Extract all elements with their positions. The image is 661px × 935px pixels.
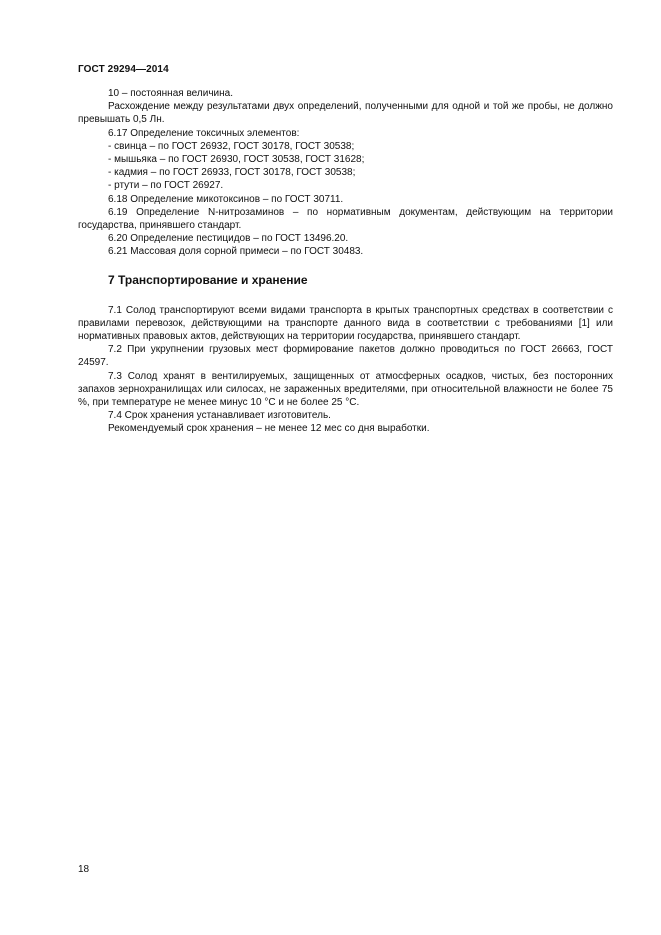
paragraph: 10 – постоянная величина. [108,88,233,99]
document-header: ГОСТ 29294—2014 [78,64,169,75]
list-item: - ртути – по ГОСТ 26927. [108,180,224,192]
list-item: - мышьяка – по ГОСТ 26930, ГОСТ 30538, ГОСТ 31628; [108,154,365,166]
section-heading: 7 Транспортирование и хранение [108,272,308,287]
paragraph: 6.19 Определение N-нитрозаминов – по нормативным документам, действующим на территории государства, принявшего стандарт. [78,206,613,232]
paragraph: 7.3 Солод хранят в вентилируемых, защищенных от атмосферных осадков, чистых, без посторонних запахов зернохранилищах или силосах, не зараженных вредителями, при относительной влажности не более 75 %, при температуре не менее минус 10 °C и не более 25 °C. [78,370,613,409]
paragraph: Расхождение между результатами двух определений, полученными для одной и той же пробы, не должно превышать 0,5 Лн. [78,101,613,126]
paragraph: 6.17 Определение токсичных элементов: [108,127,300,139]
paragraph: 7.4 Срок хранения устанавливает изготовитель. [108,410,331,422]
paragraph: 7.2 При укрупнении грузовых мест формирование пакетов должно проводиться по ГОСТ 26663, ГОСТ 24597. [78,344,613,369]
document-body [78,87,613,436]
page-number: 18 [78,864,90,875]
paragraph: 6.20 Определение пестицидов – по ГОСТ 13496.20. [108,233,349,245]
list-item: - кадмия – по ГОСТ 26933, ГОСТ 30178, ГОСТ 30538; [108,167,356,179]
paragraph: Рекомендуемый срок хранения – не менее 12 мес со дня выработки. [108,423,430,435]
list-item: - свинца – по ГОСТ 26932, ГОСТ 30178, ГОСТ 30538; [108,140,355,152]
paragraph: 6.21 Массовая доля сорной примеси – по ГОСТ 30483. [108,246,364,258]
paragraph: 6.18 Определение микотоксинов – по ГОСТ 30711. [108,193,344,205]
paragraph: 7.1 Солод транспортируют всеми видами транспорта в крытых транспортных средствах в соответствии с правилами перевозок, действующими на транспорте данного вида в соответствии с требованиями [1] или нормативных правовых актов, действующих на территории государства, принявшего стандарт. [78,304,613,343]
